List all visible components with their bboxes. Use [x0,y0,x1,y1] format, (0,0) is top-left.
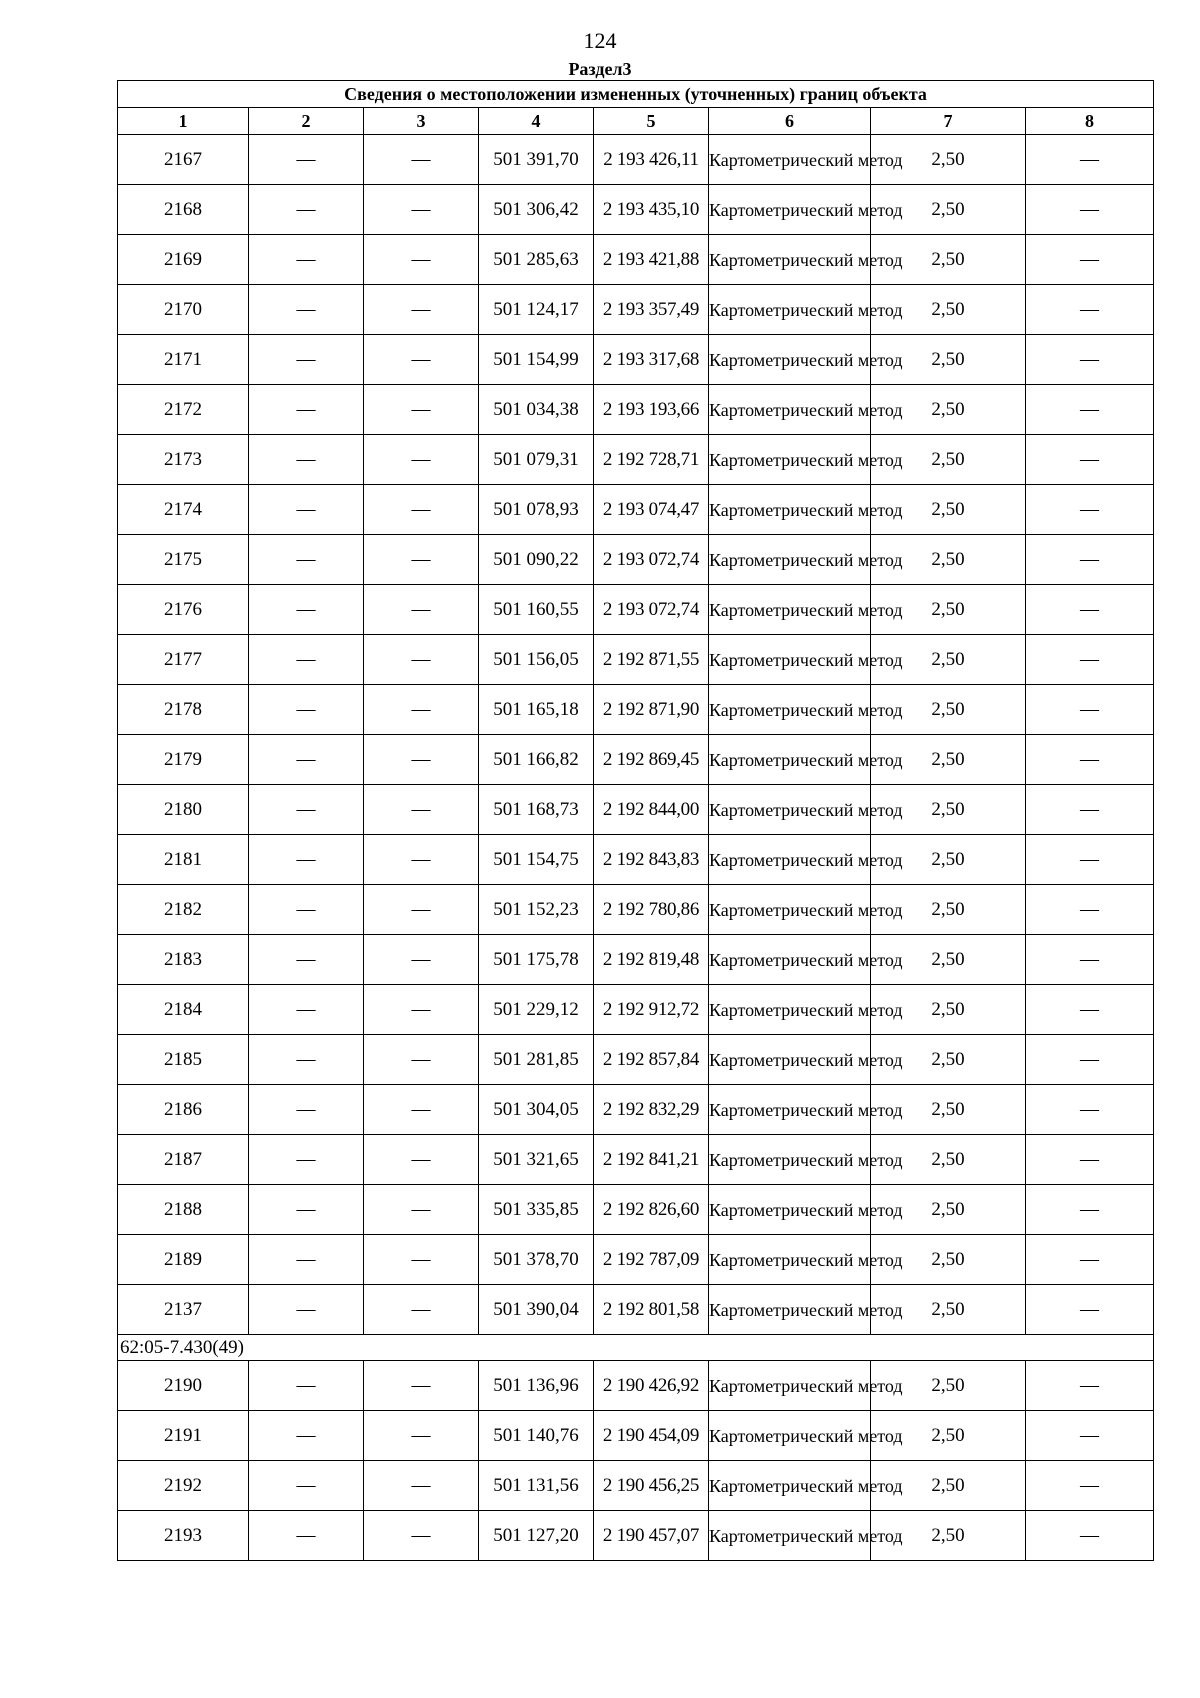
col3-cell: — [364,385,479,435]
col2-cell: — [249,135,364,185]
method-cell: Картометрический метод [709,835,871,885]
col2-cell: — [249,285,364,335]
col3-cell: — [364,785,479,835]
x-coordinate-cell: 501 152,23 [479,885,594,935]
col8-cell: — [1026,485,1154,535]
y-coordinate-cell: 2 190 426,92 [594,1361,709,1411]
table-row [118,585,1154,635]
point-number-cell: 2175 [118,535,249,585]
col8-cell: — [1026,435,1154,485]
method-cell: Картометрический метод [709,1035,871,1085]
col3-cell: — [364,335,479,385]
x-coordinate-cell: 501 154,99 [479,335,594,385]
col2-cell: — [249,1185,364,1235]
y-coordinate-cell: 2 190 456,25 [594,1461,709,1511]
col2-cell: — [249,385,364,435]
x-coordinate-cell: 501 378,70 [479,1235,594,1285]
group-row [118,1335,1154,1361]
method-cell: Картометрический метод [709,1135,871,1185]
col2-cell: — [249,335,364,385]
table-row [118,1035,1154,1085]
method-cell: Картометрический метод [709,785,871,835]
accuracy-cell: 2,50 [871,885,1026,935]
table-row [118,1235,1154,1285]
col8-cell: — [1026,585,1154,635]
point-number-cell: 2186 [118,1085,249,1135]
x-coordinate-cell: 501 321,65 [479,1135,594,1185]
y-coordinate-cell: 2 192 871,90 [594,685,709,735]
col3-cell: — [364,435,479,485]
x-coordinate-cell: 501 306,42 [479,185,594,235]
point-number-cell: 2172 [118,385,249,435]
col2-cell: — [249,185,364,235]
col3-cell: — [364,1461,479,1511]
method-cell: Картометрический метод [709,385,871,435]
col8-cell: — [1026,335,1154,385]
accuracy-cell: 2,50 [871,635,1026,685]
col2-cell: — [249,935,364,985]
point-number-cell: 2180 [118,785,249,835]
method-cell: Картометрический метод [709,985,871,1035]
col2-cell: — [249,1461,364,1511]
col3-cell: — [364,1285,479,1335]
x-coordinate-cell: 501 156,05 [479,635,594,685]
x-coordinate-cell: 501 281,85 [479,1035,594,1085]
col3-cell: — [364,1235,479,1285]
col3-cell: — [364,285,479,335]
table-caption: Сведения о местоположении измененных (уточненных) границ объекта [118,81,1154,108]
method-cell: Картометрический метод [709,935,871,985]
col8-cell: — [1026,735,1154,785]
accuracy-cell: 2,50 [871,1135,1026,1185]
method-cell: Картометрический метод [709,185,871,235]
point-number-cell: 2177 [118,635,249,685]
y-coordinate-cell: 2 192 857,84 [594,1035,709,1085]
x-coordinate-cell: 501 304,05 [479,1085,594,1135]
point-number-cell: 2183 [118,935,249,985]
col3-cell: — [364,1135,479,1185]
col3-cell: — [364,1361,479,1411]
col3-cell: — [364,935,479,985]
accuracy-cell: 2,50 [871,785,1026,835]
point-number-cell: 2179 [118,735,249,785]
col8-cell: — [1026,535,1154,585]
x-coordinate-cell: 501 127,20 [479,1511,594,1561]
method-cell: Картометрический метод [709,685,871,735]
accuracy-cell: 2,50 [871,135,1026,185]
col3-cell: — [364,685,479,735]
point-number-cell: 2181 [118,835,249,885]
point-number-cell: 2191 [118,1411,249,1461]
col3-cell: — [364,735,479,785]
x-coordinate-cell: 501 034,38 [479,385,594,435]
col3-cell: — [364,1511,479,1561]
col8-cell: — [1026,1461,1154,1511]
point-number-cell: 2170 [118,285,249,335]
method-cell: Картометрический метод [709,1361,871,1411]
accuracy-cell: 2,50 [871,1511,1026,1561]
method-cell: Картометрический метод [709,1185,871,1235]
table-row [118,935,1154,985]
col8-cell: — [1026,185,1154,235]
col2-cell: — [249,235,364,285]
y-coordinate-cell: 2 192 826,60 [594,1185,709,1235]
y-coordinate-cell: 2 193 072,74 [594,585,709,635]
method-cell: Картометрический метод [709,1235,871,1285]
accuracy-cell: 2,50 [871,185,1026,235]
accuracy-cell: 2,50 [871,1361,1026,1411]
table-row [118,435,1154,485]
table-row [118,785,1154,835]
x-coordinate-cell: 501 165,18 [479,685,594,735]
x-coordinate-cell: 501 391,70 [479,135,594,185]
y-coordinate-cell: 2 193 435,10 [594,185,709,235]
accuracy-cell: 2,50 [871,435,1026,485]
col2-cell: — [249,835,364,885]
point-number-cell: 2168 [118,185,249,235]
method-cell: Картометрический метод [709,535,871,585]
table-row [118,1285,1154,1335]
y-coordinate-cell: 2 192 841,21 [594,1135,709,1185]
method-cell: Картометрический метод [709,485,871,535]
y-coordinate-cell: 2 193 426,11 [594,135,709,185]
point-number-cell: 2184 [118,985,249,1035]
method-cell: Картометрический метод [709,635,871,685]
accuracy-cell: 2,50 [871,1085,1026,1135]
method-cell: Картометрический метод [709,1411,871,1461]
col8-cell: — [1026,635,1154,685]
y-coordinate-cell: 2 192 869,45 [594,735,709,785]
point-number-cell: 2188 [118,1185,249,1235]
column-number: 3 [364,108,479,135]
col2-cell: — [249,435,364,485]
col2-cell: — [249,885,364,935]
col3-cell: — [364,985,479,1035]
col8-cell: — [1026,135,1154,185]
col8-cell: — [1026,1135,1154,1185]
x-coordinate-cell: 501 154,75 [479,835,594,885]
x-coordinate-cell: 501 168,73 [479,785,594,835]
col3-cell: — [364,185,479,235]
col2-cell: — [249,1285,364,1335]
col3-cell: — [364,235,479,285]
accuracy-cell: 2,50 [871,535,1026,585]
table-row [118,385,1154,435]
x-coordinate-cell: 501 078,93 [479,485,594,535]
table-row [118,835,1154,885]
col8-cell: — [1026,235,1154,285]
method-cell: Картометрический метод [709,1085,871,1135]
method-cell: Картометрический метод [709,335,871,385]
col3-cell: — [364,635,479,685]
table-row [118,235,1154,285]
method-cell: Картометрический метод [709,735,871,785]
x-coordinate-cell: 501 124,17 [479,285,594,335]
method-cell: Картометрический метод [709,285,871,335]
table-row [118,735,1154,785]
col8-cell: — [1026,285,1154,335]
accuracy-cell: 2,50 [871,1285,1026,1335]
table-row [118,885,1154,935]
col2-cell: — [249,735,364,785]
accuracy-cell: 2,50 [871,1035,1026,1085]
x-coordinate-cell: 501 140,76 [479,1411,594,1461]
column-number: 4 [479,108,594,135]
accuracy-cell: 2,50 [871,1411,1026,1461]
section-title: Раздел3 [568,59,632,79]
method-cell: Картометрический метод [709,1285,871,1335]
table-row [118,285,1154,335]
point-number-cell: 2178 [118,685,249,735]
accuracy-cell: 2,50 [871,485,1026,535]
table-row [118,1185,1154,1235]
accuracy-cell: 2,50 [871,335,1026,385]
table-row [118,1461,1154,1511]
col3-cell: — [364,1185,479,1235]
accuracy-cell: 2,50 [871,735,1026,785]
accuracy-cell: 2,50 [871,835,1026,885]
table-row [118,135,1154,185]
table-row [118,485,1154,535]
y-coordinate-cell: 2 192 801,58 [594,1285,709,1335]
col8-cell: — [1026,835,1154,885]
col3-cell: — [364,1085,479,1135]
col2-cell: — [249,485,364,535]
y-coordinate-cell: 2 190 454,09 [594,1411,709,1461]
point-number-cell: 2187 [118,1135,249,1185]
y-coordinate-cell: 2 190 457,07 [594,1511,709,1561]
method-cell: Картометрический метод [709,585,871,635]
accuracy-cell: 2,50 [871,1235,1026,1285]
point-number-cell: 2173 [118,435,249,485]
col2-cell: — [249,1361,364,1411]
x-coordinate-cell: 501 335,85 [479,1185,594,1235]
col8-cell: — [1026,1035,1154,1085]
accuracy-cell: 2,50 [871,985,1026,1035]
col8-cell: — [1026,1285,1154,1335]
column-number: 1 [118,108,249,135]
point-number-cell: 2137 [118,1285,249,1335]
y-coordinate-cell: 2 193 421,88 [594,235,709,285]
x-coordinate-cell: 501 079,31 [479,435,594,485]
column-number: 5 [594,108,709,135]
col8-cell: — [1026,1235,1154,1285]
x-coordinate-cell: 501 090,22 [479,535,594,585]
y-coordinate-cell: 2 192 787,09 [594,1235,709,1285]
col8-cell: — [1026,385,1154,435]
table-row [118,1085,1154,1135]
table-row [118,185,1154,235]
col2-cell: — [249,1135,364,1185]
accuracy-cell: 2,50 [871,285,1026,335]
col8-cell: — [1026,935,1154,985]
x-coordinate-cell: 501 229,12 [479,985,594,1035]
col8-cell: — [1026,1511,1154,1561]
col2-cell: — [249,535,364,585]
x-coordinate-cell: 501 160,55 [479,585,594,635]
col3-cell: — [364,535,479,585]
col8-cell: — [1026,785,1154,835]
point-number-cell: 2192 [118,1461,249,1511]
point-number-cell: 2167 [118,135,249,185]
point-number-cell: 2174 [118,485,249,535]
point-number-cell: 2193 [118,1511,249,1561]
group-label: 62:05-7.430(49) [118,1335,1154,1361]
method-cell: Картометрический метод [709,235,871,285]
accuracy-cell: 2,50 [871,1461,1026,1511]
col2-cell: — [249,985,364,1035]
y-coordinate-cell: 2 192 844,00 [594,785,709,835]
col8-cell: — [1026,1411,1154,1461]
col3-cell: — [364,485,479,535]
y-coordinate-cell: 2 192 819,48 [594,935,709,985]
col2-cell: — [249,585,364,635]
y-coordinate-cell: 2 192 843,83 [594,835,709,885]
col2-cell: — [249,1235,364,1285]
x-coordinate-cell: 501 166,82 [479,735,594,785]
point-number-cell: 2169 [118,235,249,285]
point-number-cell: 2171 [118,335,249,385]
accuracy-cell: 2,50 [871,1185,1026,1235]
method-cell: Картометрический метод [709,1511,871,1561]
y-coordinate-cell: 2 192 912,72 [594,985,709,1035]
method-cell: Картометрический метод [709,885,871,935]
method-cell: Картометрический метод [709,135,871,185]
x-coordinate-cell: 501 136,96 [479,1361,594,1411]
accuracy-cell: 2,50 [871,235,1026,285]
col3-cell: — [364,585,479,635]
col2-cell: — [249,635,364,685]
column-number: 8 [1026,108,1154,135]
point-number-cell: 2185 [118,1035,249,1085]
col8-cell: — [1026,1185,1154,1235]
method-cell: Картометрический метод [709,1461,871,1511]
table-row [118,985,1154,1035]
column-number: 2 [249,108,364,135]
y-coordinate-cell: 2 192 728,71 [594,435,709,485]
col2-cell: — [249,685,364,735]
point-number-cell: 2190 [118,1361,249,1411]
table-row [118,635,1154,685]
table-row [118,1135,1154,1185]
col8-cell: — [1026,1361,1154,1411]
method-cell: Картометрический метод [709,435,871,485]
col3-cell: — [364,885,479,935]
col2-cell: — [249,1411,364,1461]
table-row [118,1361,1154,1411]
column-number: 6 [709,108,871,135]
y-coordinate-cell: 2 193 072,74 [594,535,709,585]
col2-cell: — [249,1035,364,1085]
y-coordinate-cell: 2 192 832,29 [594,1085,709,1135]
accuracy-cell: 2,50 [871,685,1026,735]
col8-cell: — [1026,885,1154,935]
boundary-coordinates-table [117,80,1154,1561]
x-coordinate-cell: 501 390,04 [479,1285,594,1335]
y-coordinate-cell: 2 193 317,68 [594,335,709,385]
x-coordinate-cell: 501 175,78 [479,935,594,985]
x-coordinate-cell: 501 285,63 [479,235,594,285]
accuracy-cell: 2,50 [871,585,1026,635]
accuracy-cell: 2,50 [871,385,1026,435]
table-row [118,1411,1154,1461]
point-number-cell: 2176 [118,585,249,635]
page-number: 124 [583,28,617,53]
accuracy-cell: 2,50 [871,935,1026,985]
point-number-cell: 2189 [118,1235,249,1285]
col8-cell: — [1026,1085,1154,1135]
table-row [118,535,1154,585]
col3-cell: — [364,135,479,185]
col8-cell: — [1026,985,1154,1035]
table-row [118,1511,1154,1561]
column-number: 7 [871,108,1026,135]
y-coordinate-cell: 2 192 871,55 [594,635,709,685]
col3-cell: — [364,1035,479,1085]
y-coordinate-cell: 2 193 074,47 [594,485,709,535]
col2-cell: — [249,785,364,835]
point-number-cell: 2182 [118,885,249,935]
col2-cell: — [249,1085,364,1135]
x-coordinate-cell: 501 131,56 [479,1461,594,1511]
col3-cell: — [364,835,479,885]
col2-cell: — [249,1511,364,1561]
col3-cell: — [364,1411,479,1461]
table-row [118,685,1154,735]
y-coordinate-cell: 2 193 193,66 [594,385,709,435]
y-coordinate-cell: 2 193 357,49 [594,285,709,335]
column-number-row [118,108,1154,135]
col8-cell: — [1026,685,1154,735]
y-coordinate-cell: 2 192 780,86 [594,885,709,935]
table-row [118,335,1154,385]
